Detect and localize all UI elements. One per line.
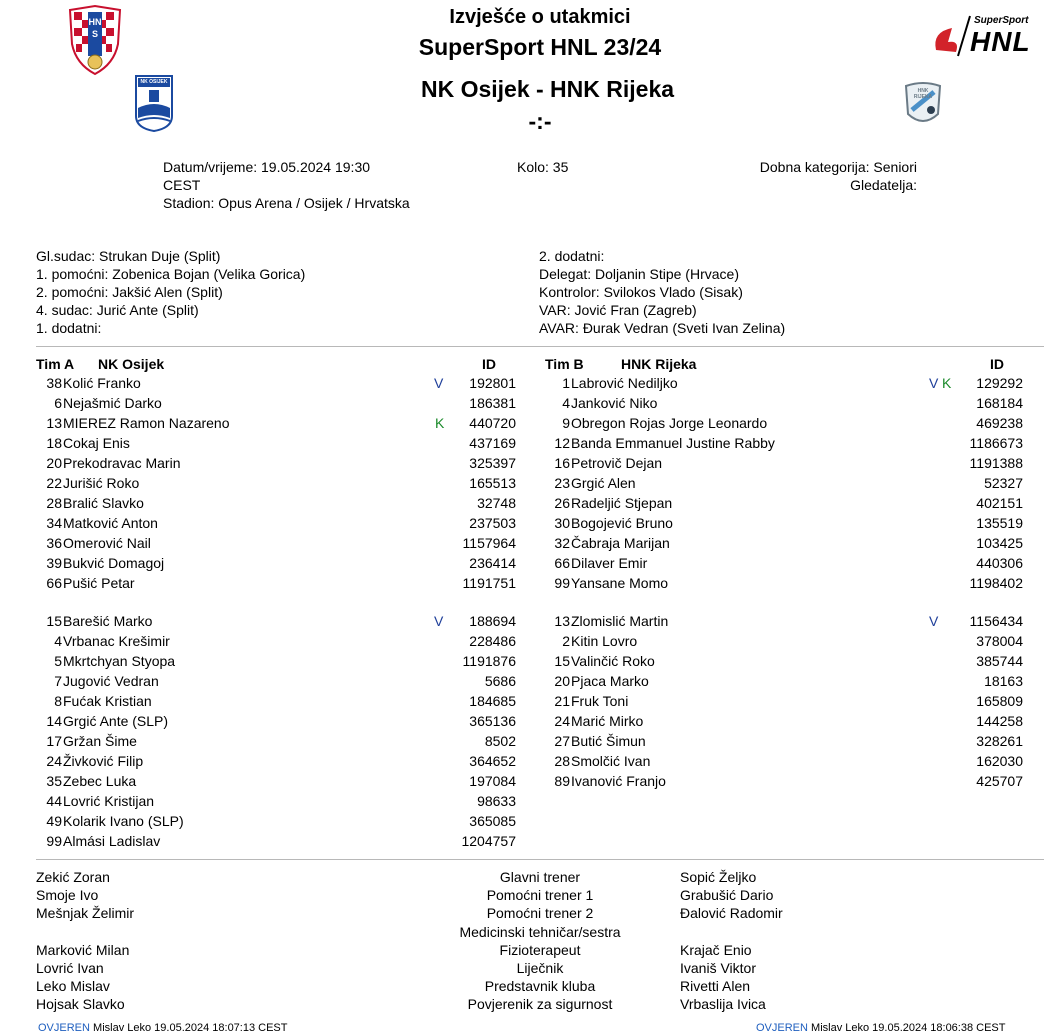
player-v-mark: V bbox=[929, 613, 939, 629]
player-number: 6 bbox=[54, 395, 62, 411]
staff-role: Medicinski tehničar/sestra bbox=[459, 923, 621, 940]
player-number: 34 bbox=[46, 515, 62, 531]
hns-logo bbox=[66, 4, 124, 76]
player-row bbox=[0, 573, 1063, 593]
player-number: 38 bbox=[46, 375, 62, 391]
divider-top bbox=[36, 346, 1044, 347]
player-row bbox=[0, 553, 1063, 573]
divider-bottom bbox=[36, 859, 1044, 860]
player-number: 15 bbox=[554, 653, 570, 669]
player-row bbox=[0, 373, 1063, 393]
player-name: Janković Niko bbox=[571, 395, 658, 411]
official-line: 2. dodatni: bbox=[539, 248, 605, 264]
player-name: Radeljić Stjepan bbox=[571, 495, 673, 511]
player-name: Lovrić Kristijan bbox=[63, 793, 155, 809]
stadium: Stadion: Opus Arena / Osijek / Hrvatska bbox=[163, 195, 410, 211]
hnl-logo-text: HNL bbox=[970, 26, 1031, 57]
hns-logo-text: HNS bbox=[88, 17, 102, 39]
player-number: 27 bbox=[554, 733, 570, 749]
datetime-line1: Datum/vrijeme: 19.05.2024 19:30 bbox=[163, 159, 371, 175]
match-score: -:- bbox=[528, 108, 552, 134]
hnl-logo bbox=[930, 12, 1038, 58]
player-id: 197084 bbox=[469, 773, 516, 789]
staff-role: Pomoćni trener 2 bbox=[486, 905, 594, 922]
player-v-mark: V bbox=[929, 375, 939, 391]
player-name: Nejašmić Darko bbox=[63, 395, 162, 411]
player-name: Mkrtchyan Styopa bbox=[63, 653, 176, 669]
player-id: 1191876 bbox=[462, 653, 516, 669]
player-name: Labrović Nediljko bbox=[571, 375, 678, 391]
player-number: 44 bbox=[46, 793, 62, 809]
match-round: Kolo: 35 bbox=[517, 159, 569, 175]
team-b-label: Tim B bbox=[545, 356, 584, 372]
player-row bbox=[0, 413, 1063, 433]
team-b-id-header: ID bbox=[990, 356, 1004, 372]
team-a-id-header: ID bbox=[482, 356, 496, 372]
footer-right bbox=[756, 1022, 1006, 1034]
player-number: 1 bbox=[562, 375, 570, 391]
official-line: 1. dodatni: bbox=[36, 320, 102, 336]
datetime-line2: CEST bbox=[163, 177, 201, 193]
player-id: 365085 bbox=[469, 813, 516, 829]
official-line: Delegat: Doljanin Stipe (Hrvace) bbox=[539, 266, 739, 282]
official-line: AVAR: Đurak Vedran (Sveti Ivan Zelina) bbox=[539, 320, 786, 336]
player-id: 1198402 bbox=[969, 575, 1023, 591]
player-name: Barešić Marko bbox=[63, 613, 153, 629]
verified-text-right: Mislav Leko 19.05.2024 18:06:38 CEST bbox=[811, 1022, 1006, 1034]
player-row bbox=[0, 811, 1063, 831]
player-number: 5 bbox=[54, 653, 62, 669]
player-id: 52327 bbox=[984, 475, 1023, 491]
report-title: Izvješće o utakmici bbox=[449, 6, 631, 28]
away-staff-name: Sopić Željko bbox=[680, 869, 757, 885]
player-number: 12 bbox=[554, 435, 570, 451]
away-staff-name: Grabušić Dario bbox=[680, 887, 774, 904]
player-number: 14 bbox=[46, 713, 62, 729]
player-id: 325397 bbox=[469, 455, 516, 471]
player-id: 144258 bbox=[976, 713, 1023, 729]
player-name: Zebec Luka bbox=[63, 773, 137, 789]
player-name: Prekodravac Marin bbox=[63, 455, 181, 471]
player-name: Grgić Alen bbox=[571, 475, 636, 491]
footer-left bbox=[38, 1022, 288, 1034]
player-number: 7 bbox=[54, 673, 62, 689]
player-id: 1204757 bbox=[461, 833, 516, 849]
player-row bbox=[0, 771, 1063, 791]
player-id: 365136 bbox=[469, 713, 516, 729]
player-name: Bukvić Domagoj bbox=[63, 555, 165, 571]
player-id: 98633 bbox=[477, 793, 516, 809]
player-id: 184685 bbox=[469, 693, 516, 709]
player-name: Jugović Vedran bbox=[63, 673, 159, 689]
player-id: 162030 bbox=[976, 753, 1023, 769]
player-number: 13 bbox=[554, 613, 570, 629]
player-id: 469238 bbox=[976, 415, 1023, 431]
player-name: Yansane Momo bbox=[571, 575, 669, 591]
player-id: 165513 bbox=[469, 475, 516, 491]
player-number: 16 bbox=[554, 455, 570, 471]
away-logo-text: HNK RIJEKA bbox=[913, 88, 933, 100]
official-line: 1. pomoćni: Zobenica Bojan (Velika Gorica) bbox=[36, 266, 306, 282]
player-number: 32 bbox=[554, 535, 570, 551]
player-number: 21 bbox=[554, 693, 570, 709]
player-name: Vrbanac Krešimir bbox=[63, 633, 170, 649]
official-line: Kontrolor: Svilokos Vlado (Sisak) bbox=[539, 284, 743, 300]
player-name: Pušić Petar bbox=[63, 575, 135, 591]
player-v-mark: V bbox=[434, 375, 444, 391]
player-name: Almási Ladislav bbox=[63, 833, 161, 849]
player-id: 18163 bbox=[984, 673, 1023, 689]
player-number: 89 bbox=[554, 773, 570, 789]
match-datetime bbox=[163, 158, 423, 212]
player-id: 165809 bbox=[976, 693, 1023, 709]
player-row bbox=[0, 631, 1063, 651]
player-number: 39 bbox=[46, 555, 62, 571]
home-staff-name: Hojsak Slavko bbox=[36, 996, 125, 1013]
player-number: 28 bbox=[554, 753, 570, 769]
player-row bbox=[0, 651, 1063, 671]
player-row bbox=[0, 433, 1063, 453]
player-name: Butić Šimun bbox=[571, 733, 646, 749]
player-number: 20 bbox=[554, 673, 570, 689]
player-id: 440720 bbox=[469, 415, 516, 431]
player-id: 188694 bbox=[469, 613, 516, 629]
player-k-mark: K bbox=[942, 375, 952, 391]
player-id: 1191751 bbox=[462, 575, 516, 591]
player-id: 1191388 bbox=[969, 455, 1023, 471]
player-id: 1156434 bbox=[969, 613, 1023, 629]
player-name: Kolarik Ivano (SLP) bbox=[63, 813, 184, 829]
player-number: 4 bbox=[54, 633, 62, 649]
player-name: Valinčić Roko bbox=[571, 653, 655, 669]
player-id: 135519 bbox=[976, 515, 1023, 531]
player-row bbox=[0, 691, 1063, 711]
verified-text-left: Mislav Leko 19.05.2024 18:07:13 CEST bbox=[93, 1022, 288, 1034]
home-staff-name: Marković Milan bbox=[36, 941, 130, 958]
officials-right bbox=[539, 247, 1019, 337]
staff-role: Povjerenik za sigurnost bbox=[467, 996, 613, 1013]
player-name: Dilaver Emir bbox=[571, 555, 648, 571]
player-number: 24 bbox=[46, 753, 62, 769]
player-row bbox=[0, 513, 1063, 533]
player-number: 35 bbox=[46, 773, 62, 789]
player-number: 99 bbox=[46, 833, 62, 849]
away-staff-name: Đalović Radomir bbox=[680, 905, 783, 922]
match-category-block bbox=[700, 158, 917, 194]
player-name: Banda Emmanuel Justine Rabby bbox=[571, 435, 775, 451]
staff-role: Predstavnik kluba bbox=[484, 978, 596, 995]
staff-role: Glavni trener bbox=[499, 869, 581, 885]
player-name: Obregon Rojas Jorge Leonardo bbox=[571, 415, 768, 431]
official-line: VAR: Jović Fran (Zagreb) bbox=[539, 302, 697, 318]
player-id: 425707 bbox=[976, 773, 1023, 789]
player-number: 49 bbox=[46, 813, 62, 829]
player-number: 30 bbox=[554, 515, 570, 531]
player-id: 328261 bbox=[976, 733, 1023, 749]
player-number: 28 bbox=[46, 495, 62, 511]
age-category: Dobna kategorija: Seniori bbox=[759, 159, 917, 175]
player-number: 66 bbox=[554, 555, 570, 571]
player-row bbox=[0, 831, 1063, 851]
home-staff-name: Mešnjak Želimir bbox=[36, 905, 135, 922]
player-id: 237503 bbox=[469, 515, 516, 531]
player-id: 186381 bbox=[469, 395, 516, 411]
player-number: 13 bbox=[46, 415, 62, 431]
player-name: Kolić Franko bbox=[63, 375, 141, 391]
player-number: 2 bbox=[562, 633, 570, 649]
player-name: Zlomislić Martin bbox=[571, 613, 669, 629]
player-id: 103425 bbox=[976, 535, 1023, 551]
player-v-mark: V bbox=[434, 613, 444, 629]
match-title: NK Osijek - HNK Rijeka bbox=[420, 76, 675, 102]
official-line: 4. sudac: Jurić Ante (Split) bbox=[36, 302, 199, 318]
home-staff-name: Smoje Ivo bbox=[36, 887, 99, 904]
away-staff-name: Ivaniš Viktor bbox=[680, 960, 756, 976]
player-id: 5686 bbox=[484, 673, 516, 689]
player-number: 66 bbox=[46, 575, 62, 591]
player-row bbox=[0, 791, 1063, 811]
player-id: 192801 bbox=[469, 375, 516, 391]
team-a-name: NK Osijek bbox=[98, 356, 165, 372]
home-staff-name: Lovrić Ivan bbox=[36, 960, 104, 976]
league-title: SuperSport HNL 23/24 bbox=[418, 34, 662, 60]
player-row bbox=[0, 393, 1063, 413]
player-id: 437169 bbox=[469, 435, 516, 451]
player-number: 9 bbox=[562, 415, 570, 431]
player-name: Fruk Toni bbox=[571, 693, 629, 709]
player-name: Pjaca Marko bbox=[571, 673, 649, 689]
verified-link-left[interactable]: OVJEREN bbox=[38, 1022, 90, 1034]
player-number: 26 bbox=[554, 495, 570, 511]
home-staff-name: Zekić Zoran bbox=[36, 869, 110, 885]
player-id: 228486 bbox=[469, 633, 516, 649]
attendance: Gledatelja: bbox=[850, 177, 917, 193]
player-row bbox=[0, 493, 1063, 513]
player-id: 364652 bbox=[469, 753, 516, 769]
player-name: Matković Anton bbox=[63, 515, 158, 531]
player-name: Omerović Nail bbox=[63, 535, 151, 551]
player-number: 22 bbox=[46, 475, 62, 491]
player-row bbox=[0, 671, 1063, 691]
player-row bbox=[0, 611, 1063, 631]
player-id: 168184 bbox=[976, 395, 1023, 411]
verified-link-right[interactable]: OVJEREN bbox=[756, 1022, 808, 1034]
player-name: Petrovič Dejan bbox=[571, 455, 663, 471]
player-name: Cokaj Enis bbox=[63, 435, 130, 451]
player-number: 8 bbox=[54, 693, 62, 709]
player-name: Jurišić Roko bbox=[63, 475, 140, 491]
player-k-mark: K bbox=[435, 415, 445, 431]
player-number: 18 bbox=[46, 435, 62, 451]
player-name: MIEREZ Ramon Nazareno bbox=[63, 415, 230, 431]
player-id: 378004 bbox=[976, 633, 1023, 649]
staff-role: Pomoćni trener 1 bbox=[486, 887, 594, 904]
player-id: 1157964 bbox=[462, 535, 516, 551]
player-name: Bogojević Bruno bbox=[571, 515, 673, 531]
home-staff-name: Leko Mislav bbox=[36, 978, 110, 995]
away-staff-name: Vrbaslija Ivica bbox=[680, 996, 766, 1013]
player-name: Bralić Slavko bbox=[63, 495, 144, 511]
player-number: 17 bbox=[46, 733, 62, 749]
player-name: Grgić Ante (SLP) bbox=[63, 713, 169, 729]
player-id: 1186673 bbox=[969, 435, 1023, 451]
player-id: 32748 bbox=[477, 495, 516, 511]
player-number: 23 bbox=[554, 475, 570, 491]
player-row bbox=[0, 751, 1063, 771]
player-number: 24 bbox=[554, 713, 570, 729]
player-row bbox=[0, 731, 1063, 751]
officials-left bbox=[36, 247, 516, 337]
team-a-label: Tim A bbox=[36, 356, 75, 372]
player-name: Živković Filip bbox=[63, 753, 144, 769]
player-number: 36 bbox=[46, 535, 62, 551]
player-id: 402151 bbox=[976, 495, 1023, 511]
player-name: Fućak Kristian bbox=[63, 693, 152, 709]
player-number: 20 bbox=[46, 455, 62, 471]
player-name: Ivanović Franjo bbox=[571, 773, 666, 789]
player-number: 99 bbox=[554, 575, 570, 591]
away-staff-name: Krajač Enio bbox=[680, 941, 752, 958]
player-id: 385744 bbox=[976, 653, 1023, 669]
official-line: 2. pomoćni: Jakšić Alen (Split) bbox=[36, 284, 223, 300]
player-row bbox=[0, 711, 1063, 731]
player-name: Gržan Šime bbox=[63, 733, 137, 749]
player-row bbox=[0, 453, 1063, 473]
team-b-name: HNK Rijeka bbox=[621, 356, 697, 372]
player-id: 8502 bbox=[484, 733, 516, 749]
away-club-logo bbox=[900, 80, 946, 128]
player-id: 236414 bbox=[469, 555, 516, 571]
hnl-logo-sub: SuperSport bbox=[974, 15, 1029, 26]
player-name: Marić Mirko bbox=[571, 713, 644, 729]
player-row bbox=[0, 473, 1063, 493]
player-name: Čabraja Marijan bbox=[571, 535, 670, 551]
staff-role: Fizioterapeut bbox=[499, 941, 581, 958]
away-staff-name: Rivetti Alen bbox=[680, 978, 751, 995]
player-number: 15 bbox=[46, 613, 62, 629]
player-row bbox=[0, 533, 1063, 553]
player-name: Smolčić Ivan bbox=[571, 753, 651, 769]
official-line: Gl.sudac: Strukan Duje (Split) bbox=[36, 248, 221, 264]
hns-shield-icon bbox=[66, 4, 124, 76]
staff-role: Liječnik bbox=[516, 960, 564, 976]
player-name: Kitin Lovro bbox=[571, 633, 638, 649]
player-id: 440306 bbox=[976, 555, 1023, 571]
player-number: 4 bbox=[562, 395, 570, 411]
player-id: 129292 bbox=[976, 375, 1023, 391]
home-logo-text: NK OSIJEK bbox=[140, 79, 168, 85]
home-club-logo bbox=[134, 74, 174, 132]
